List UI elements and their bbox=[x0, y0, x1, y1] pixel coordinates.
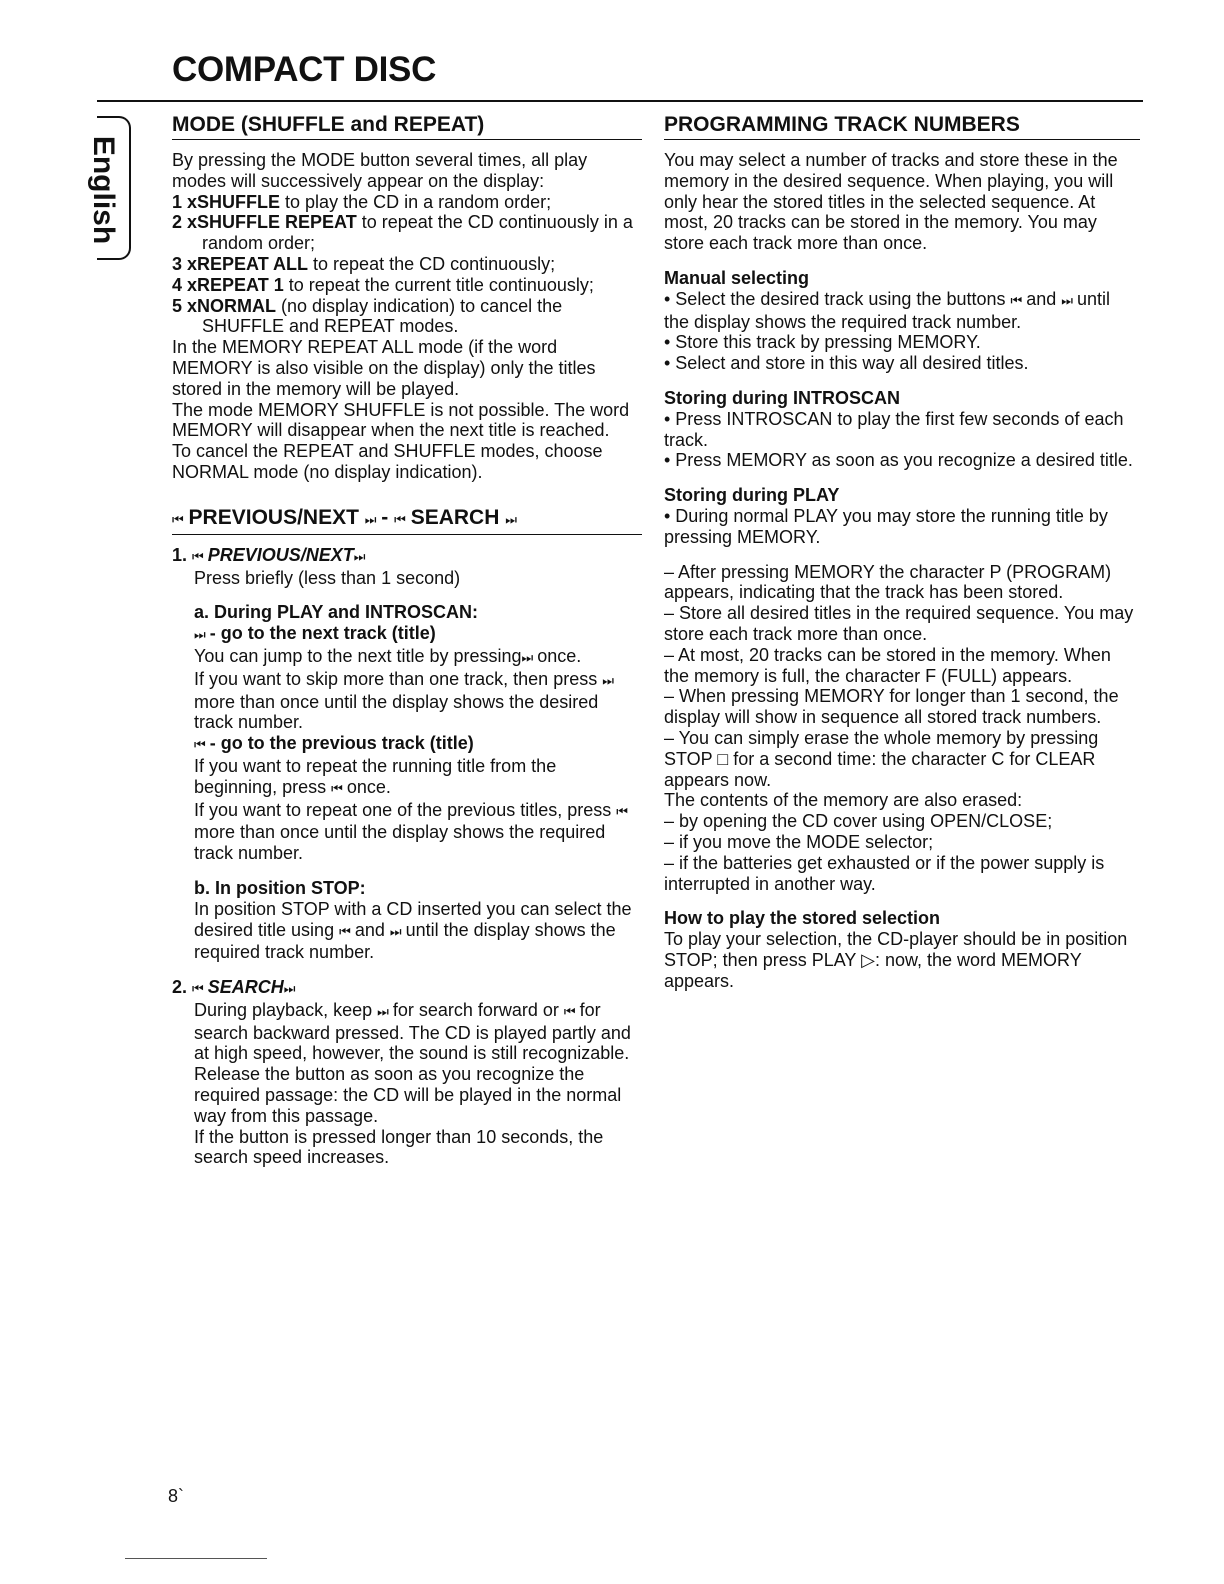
manual-step-1: • Select the desired track using the buttons ⏮ and ⏭ until the display shows the required track number. bbox=[664, 288, 1111, 332]
previous-track-text-2: If you want to repeat one of the previous titles, press ⏮ more than once until the display shows the required track number. bbox=[194, 799, 627, 864]
language-tab bbox=[87, 116, 131, 260]
item2-title: 2. ⏮ SEARCH⏭ bbox=[172, 977, 295, 998]
mode-item-3: 3 xREPEAT ALL to repeat the CD continuously; bbox=[172, 253, 556, 274]
next-icon: ⏭ bbox=[364, 511, 376, 527]
next-icon: ⏭ bbox=[602, 672, 613, 688]
item1-subtitle: Press briefly (less than 1 second) bbox=[194, 567, 461, 588]
mode-paragraph-2: The mode MEMORY SHUFFLE is not possible. The word MEMORY will disappear when the next title is reached. bbox=[172, 399, 630, 441]
play-triangle-icon: ▷ bbox=[861, 949, 875, 970]
manual-selecting-heading: Manual selecting bbox=[664, 267, 810, 288]
item1-title: 1. ⏮ PREVIOUS/NEXT⏭ bbox=[172, 544, 365, 565]
introscan-step-2: • Press MEMORY as soon as you recognize a desired title. bbox=[664, 450, 1133, 471]
manual-step-3: • Select and store in this way all desired titles. bbox=[664, 353, 1029, 374]
prev-icon: ⏮ bbox=[563, 1003, 575, 1019]
next-track-heading: ⏭ - go to the next track (title) bbox=[194, 623, 436, 644]
page-number: 8` bbox=[168, 1486, 185, 1506]
introscan-heading: Storing during INTROSCAN bbox=[664, 387, 900, 408]
prev-icon: ⏮ bbox=[194, 737, 205, 753]
prev-icon: ⏮ bbox=[1010, 292, 1022, 308]
erase-item-3: – if the batteries get exhausted or if the power supply is interrupted in another way. bbox=[664, 852, 1105, 894]
how-to-play-heading: How to play the stored selection bbox=[664, 908, 941, 929]
next-icon: ⏭ bbox=[521, 649, 533, 665]
next-track-text-2: If you want to skip more than one track, then press ⏭ more than once until the display shows the desired track number. bbox=[194, 668, 613, 733]
dash-item-4: – When pressing MEMORY for longer than 1 second, the display will show in sequence all stored track numbers. bbox=[664, 686, 1119, 728]
manual-step-2: • Store this track by pressing MEMORY. bbox=[664, 332, 981, 353]
prev-icon: ⏮ bbox=[192, 981, 203, 997]
stop-text: In position STOP with a CD inserted you can select the desired title using ⏮ and ⏭ until the display shows the required track number. bbox=[194, 898, 632, 963]
play-heading: Storing during PLAY bbox=[664, 485, 840, 506]
previous-track-heading: ⏮ - go to the previous track (title) bbox=[194, 733, 474, 754]
header-rule bbox=[97, 100, 1143, 102]
previous-track-text-1: If you want to repeat the running title from the beginning, press ⏮ once. bbox=[194, 755, 557, 797]
next-icon: ⏭ bbox=[194, 627, 205, 643]
introscan-step-1: • Press INTROSCAN to play the first few seconds of each track. bbox=[664, 408, 1124, 450]
mode-item-1: 1 xSHUFFLE to play the CD in a random order; bbox=[172, 191, 552, 212]
next-icon: ⏭ bbox=[353, 548, 365, 564]
next-icon: ⏭ bbox=[505, 511, 516, 527]
mode-item-2: 2 xSHUFFLE REPEAT to repeat the CD continuously in a random order; bbox=[172, 212, 633, 254]
stop-heading: b. In position STOP: bbox=[194, 877, 366, 898]
next-icon: ⏭ bbox=[389, 923, 401, 939]
dash-item-3: – At most, 20 tracks can be stored in the memory. When the memory is full, the character F (FULL) appears. bbox=[664, 644, 1111, 686]
programming-heading: PROGRAMMING TRACK NUMBERS bbox=[664, 112, 1140, 140]
mode-item-5: 5 xNORMAL (no display indication) to cancel the SHUFFLE and REPEAT modes. bbox=[172, 295, 563, 337]
prev-icon: ⏮ bbox=[331, 780, 342, 796]
prev-icon: ⏮ bbox=[192, 548, 203, 564]
search-text-3: If the button is pressed longer than 10 seconds, the search speed increases. bbox=[194, 1126, 604, 1168]
prev-icon: ⏮ bbox=[616, 803, 627, 819]
footer-rule bbox=[125, 1558, 267, 1559]
stop-square-icon: □ bbox=[717, 748, 729, 769]
next-icon: ⏭ bbox=[283, 981, 295, 997]
search-text-2: Release the button as soon as you recognize the required passage: the CD will be played in the normal way from this passage. bbox=[194, 1064, 622, 1126]
right-column bbox=[664, 112, 1140, 991]
mode-paragraph-3: To cancel the REPEAT and SHUFFLE modes, choose NORMAL mode (no display indication). bbox=[172, 441, 603, 482]
prev-icon: ⏮ bbox=[394, 511, 405, 527]
mode-heading: MODE (SHUFFLE and REPEAT) bbox=[172, 112, 642, 140]
search-block bbox=[172, 1000, 642, 1168]
programming-intro: You may select a number of tracks and store these in the memory in the desired sequence. When playing, you will only hear the stored titles in the selected sequence. At most, 20 tracks can be stored in the memory. You may store each track more than once. bbox=[664, 150, 1118, 254]
erase-item-2: – if you move the MODE selector; bbox=[664, 831, 934, 852]
prev-icon: ⏮ bbox=[172, 511, 183, 527]
left-column bbox=[172, 112, 642, 1168]
next-icon: ⏭ bbox=[377, 1003, 388, 1019]
mode-paragraph-1: In the MEMORY REPEAT ALL mode (if the word MEMORY is also visible on the display) only the titles stored in the memory will be played. bbox=[172, 337, 596, 399]
how-to-play-text: To play your selection, the CD-player should be in position STOP; then press PLAY ▷: now, the word MEMORY appears. bbox=[664, 929, 1128, 991]
erase-intro: The contents of the memory are also erased: bbox=[664, 790, 1023, 811]
during-play-heading: a. During PLAY and INTROSCAN: bbox=[194, 602, 479, 623]
during-play-block bbox=[172, 602, 642, 963]
erase-item-1: – by opening the CD cover using OPEN/CLOSE; bbox=[664, 811, 1053, 832]
mode-intro: By pressing the MODE button several times, all play modes will successively appear on the display: bbox=[172, 150, 588, 191]
prevnext-heading: ⏮ PREVIOUS/NEXT ⏭ - ⏮ SEARCH ⏭ bbox=[172, 505, 642, 535]
search-text-1: During playback, keep ⏭ for search forward or ⏮ for search backward pressed. The CD is played partly and at high speed, however, the sound is still recognizable. bbox=[194, 999, 631, 1064]
mode-item-4: 4 xREPEAT 1 to repeat the current title continuously; bbox=[172, 274, 594, 295]
dash-item-2: – Store all desired titles in the required sequence. You may store each track more than once. bbox=[664, 603, 1134, 644]
page-title: COMPACT DISC bbox=[172, 50, 437, 89]
prev-icon: ⏮ bbox=[339, 923, 350, 939]
dash-item-5: – You can simply erase the whole memory by pressing STOP □ for a second time: the character C for CLEAR appears now. bbox=[664, 727, 1099, 790]
play-step-1: • During normal PLAY you may store the running title by pressing MEMORY. bbox=[664, 505, 1108, 547]
next-track-text-1: You can jump to the next title by pressing⏭ once. bbox=[194, 645, 582, 666]
language-tab-label: English bbox=[87, 135, 120, 245]
dash-item-1: – After pressing MEMORY the character P (PROGRAM) appears, indicating that the track has been stored. bbox=[664, 561, 1112, 603]
next-icon: ⏭ bbox=[1061, 292, 1072, 308]
